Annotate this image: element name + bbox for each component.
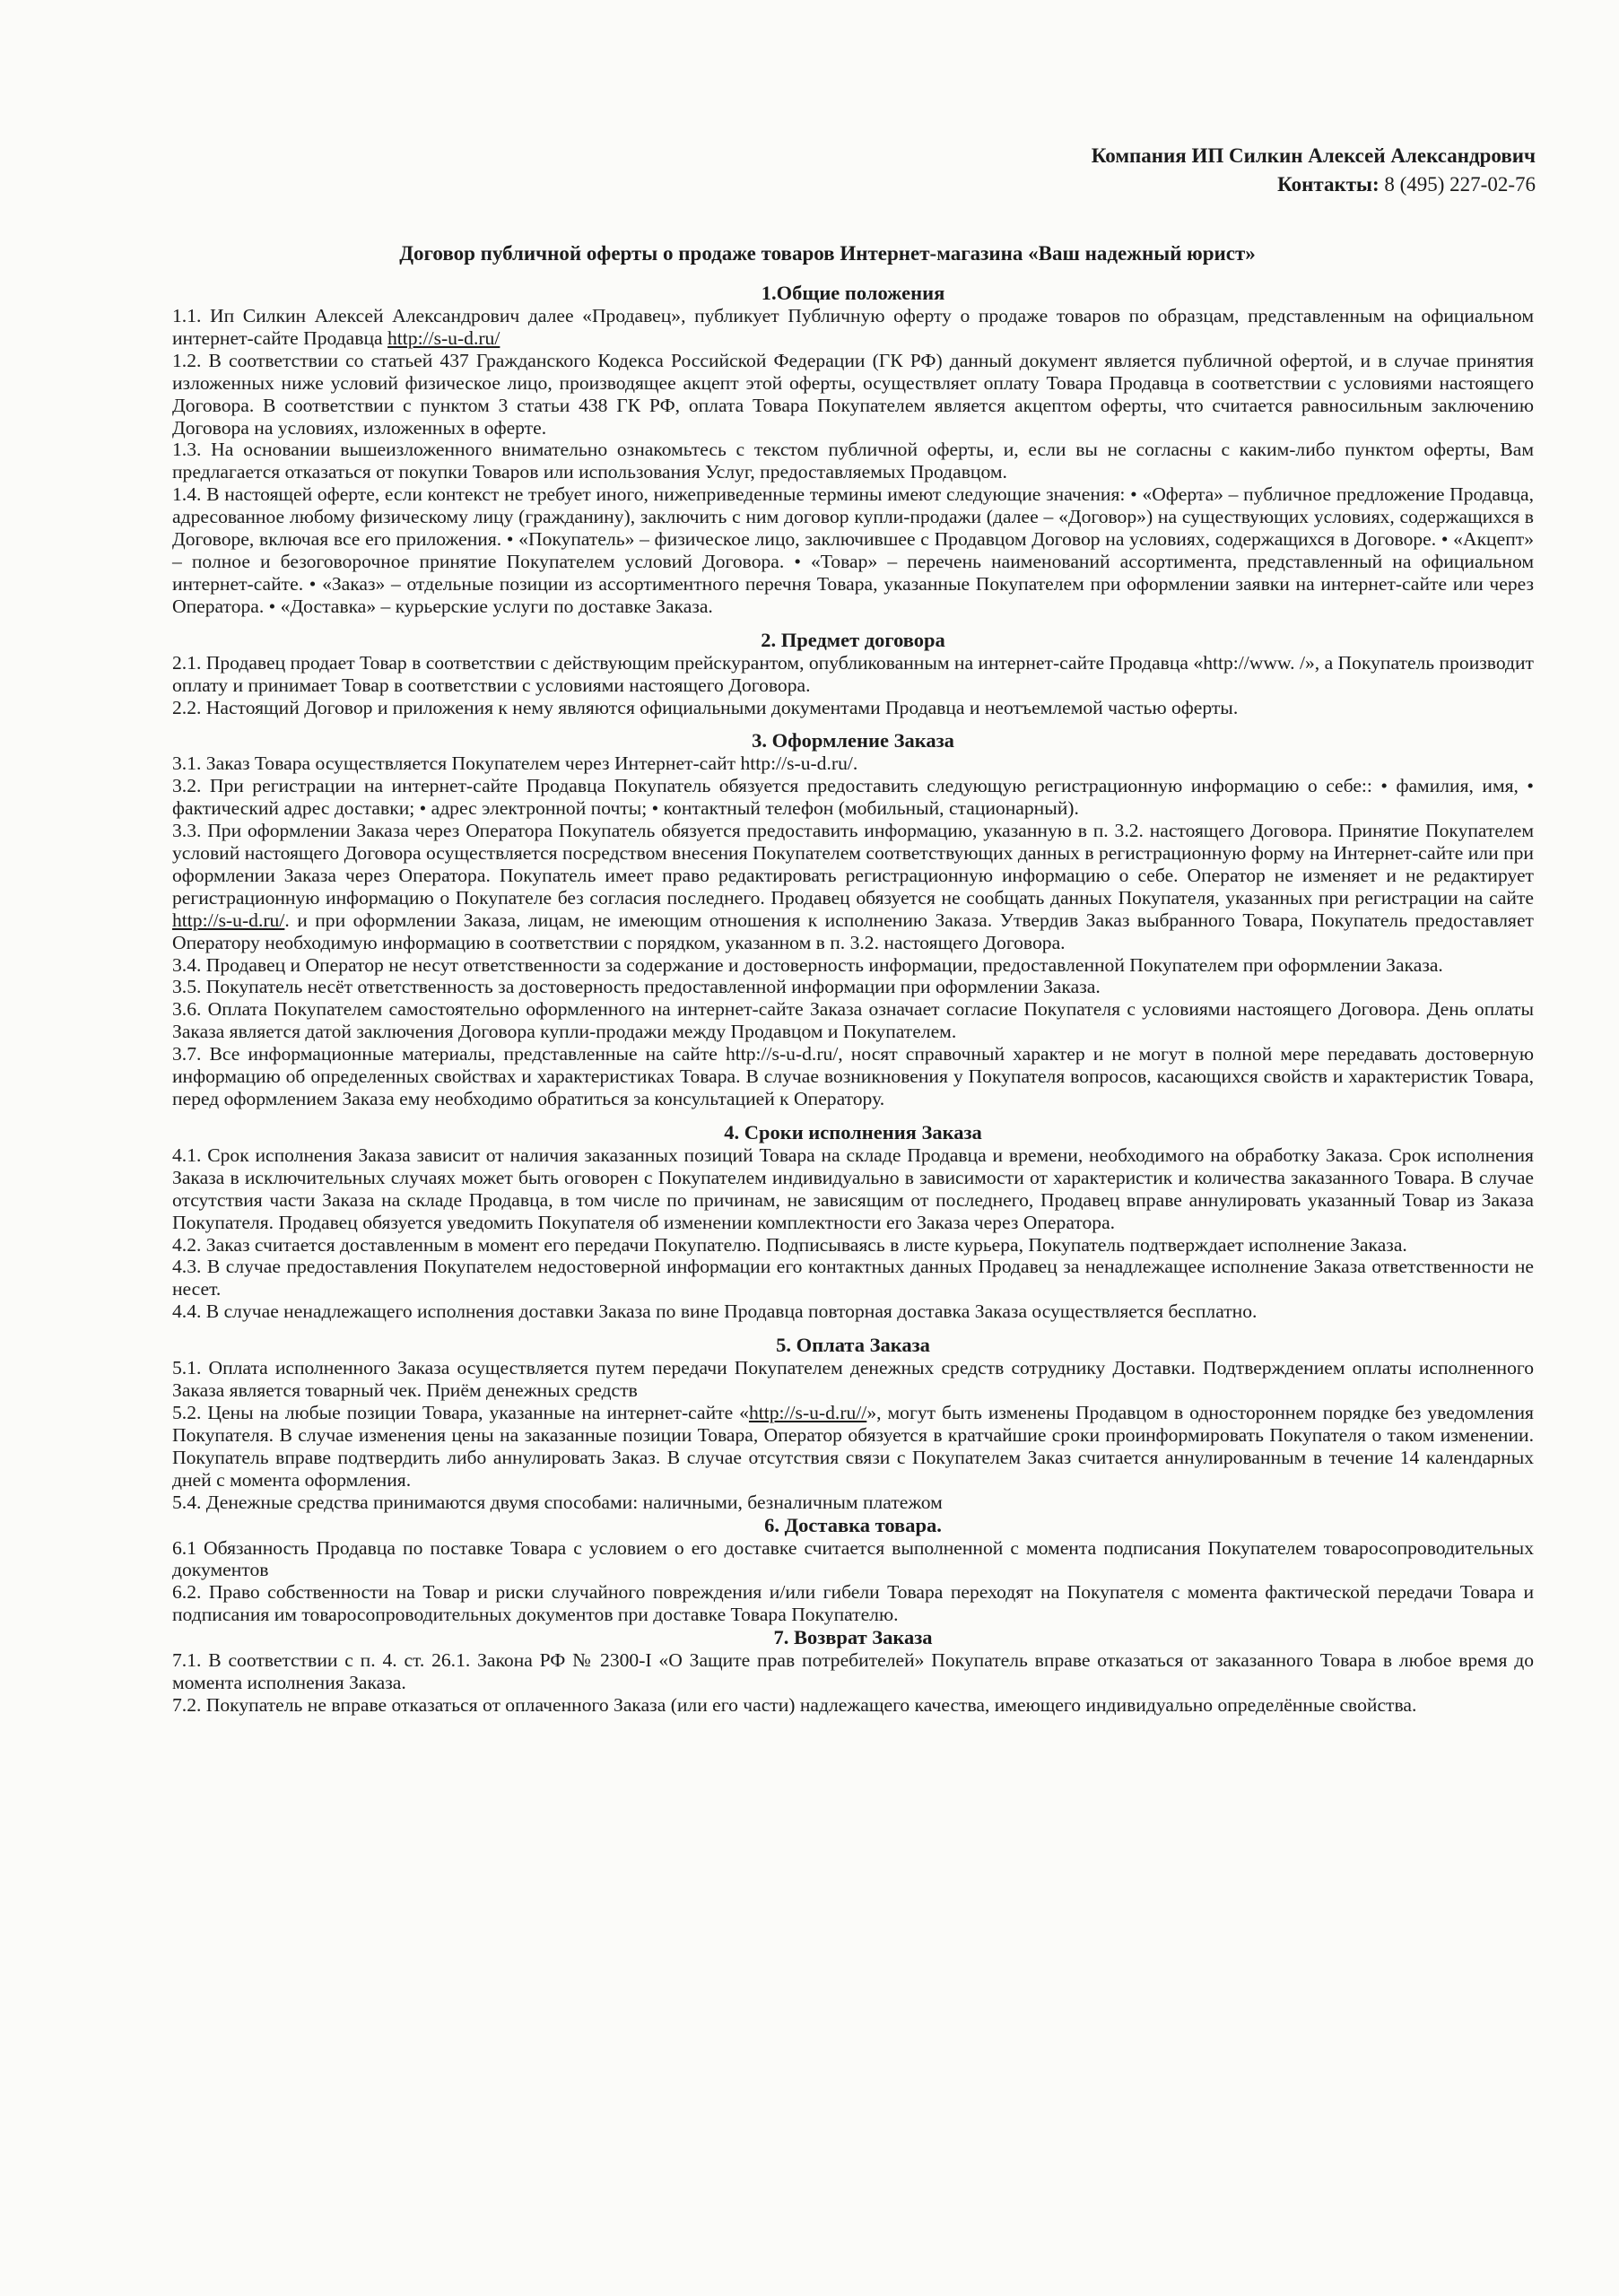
clause-3-2: 3.2. При регистрации на интернет-сайте Продавца Покупатель обязуется предоставить следующую регистрационную информацию о себе:: • фамилия, имя, • фактический адрес доставки; • адрес электронной почты; • контактный телефон (мобильный, стационарный). — [172, 775, 1534, 820]
registration-site-link[interactable]: http://s-u-d.ru/ — [172, 909, 285, 931]
clause-7-1: 7.1. В соответствии с п. 4. ст. 26.1. Закона РФ № 2300-I «О Защите прав потребителей» Покупатель вправе отказаться от заказанного Товара в любое время до момента исполнения Заказа. — [172, 1649, 1534, 1694]
section-gap — [172, 618, 1534, 629]
clause-3-4: 3.4. Продавец и Оператор не несут ответственности за содержание и достоверность информации, предоставленной Покупателем при оформлении Заказа. — [172, 953, 1443, 976]
clause-4-2: 4.2. Заказ считается доставленным в момент его передачи Покупателю. Подписываясь в листе курьера, Покупатель подтверждает исполнение Заказа. — [172, 1233, 1407, 1256]
clause-3-6: 3.6. Оплата Покупателем самостоятельно оформленного на интернет-сайте Заказа означает согласие Покупателя с условиями настоящего Договора. День оплаты Заказа является датой заключения Договора купли-продажи между Продавцом и Покупателем. — [172, 998, 1534, 1043]
clause-2-2: 2.2. Настоящий Договор и приложения к нему являются официальными документами Продавца и неотъемлемой частью оферты. — [172, 696, 1239, 718]
clause-6-2: 6.2. Право собственности на Товар и риски случайного повреждения и/или гибели Товара переходят на Покупателя с момента фактической передачи Товара и подписания им товаросопроводительных документов при доставке Товара Покупателю. — [172, 1581, 1534, 1626]
clause-4-1: 4.1. Срок исполнения Заказа зависит от наличия заказанных позиций Товара на складе Продавца и времени, необходимого на обработку Заказа. Срок исполнения Заказа в исключительных случаях может быть оговорен с Покупателем индивидуально в зависимости от характеристик и количества заказанного Товара. В случае отсутствия части Заказа на складе Продавца, в том числе по причинам, не зависящим от последнего, Продавец вправе аннулировать указанный Товар из Заказа Покупателя. Продавец обязуется уведомить Покупателя об изменении комплектности его Заказа через Оператора. — [172, 1144, 1534, 1233]
clause-1-2: 1.2. В соответствии со статьей 437 Гражданского Кодекса Российской Федерации (ГК РФ) данный документ является публичной офертой, и в случае принятия изложенных ниже условий физическое лицо, производящее акцепт этой оферты, осуществляет оплату Товара Продавца в соответствии с условиями настоящего Договора. В соответствии с пунктом 3 статьи 438 ГК РФ, оплата Товара Покупателем является акцептом оферты, что считается равносильным заключению Договора на условиях, изложенных в оферте. — [172, 349, 1534, 439]
clause-1-1 — [172, 305, 1534, 350]
section-heading-5: 5. Оплата Заказа — [776, 1334, 930, 1357]
clause-7-2: 7.2. Покупатель не вправе отказаться от оплаченного Заказа (или его части) надлежащего качества, имеющего индивидуально определённые свойства. — [172, 1693, 1417, 1716]
section-heading-2: 2. Предмет договора — [761, 628, 945, 651]
section-gap — [172, 1110, 1534, 1121]
document-title: Договор публичной оферты о продаже товаров Интернет-магазина «Ваш надежный юрист» — [399, 242, 1256, 265]
clause-3-3-text-a: 3.3. При оформлении Заказа через Оператора Покупатель обязуется предоставить информацию, указанную в п. 3.2. настоящего Договора. Принятие Покупателем условий настоящего Договора осуществляется посредством внесения Покупателем соответствующих данных в регистрационную форму на Интернет-сайте или при оформлении Заказа через Оператора. Покупатель имеет право редактировать регистрационную информацию о себе. Оператор не изменяет и не редактирует регистрационную информацию о Покупателе без согласия последнего. Продавец обязуется не сообщать данных Покупателя, указанных при регистрации на сайте — [172, 820, 1534, 909]
clause-3-3 — [172, 820, 1534, 953]
clause-4-3: 4.3. В случае предоставления Покупателем недостоверной информации его контактных данных Продавец за ненадлежащее исполнение Заказа ответственности не несет. — [172, 1256, 1534, 1300]
clause-5-2-text-a: 5.2. Цены на любые позиции Товара, указанные на интернет-сайте « — [172, 1401, 749, 1423]
section-heading-3: 3. Оформление Заказа — [752, 729, 954, 752]
clause-4-4: 4.4. В случае ненадлежащего исполнения доставки Заказа по вине Продавца повторная доставка Заказа осуществляется бесплатно. — [172, 1300, 1258, 1323]
company-name: Компания ИП Силкин Алексей Александрович — [1091, 144, 1536, 167]
clause-1-1-text: 1.1. Ип Силкин Алексей Александрович далее «Продавец», публикует Публичную оферту о продаже товаров по образцам, представленным на официальном интернет-сайте Продавца — [172, 305, 1534, 349]
clause-5-4: 5.4. Денежные средства принимаются двумя способами: наличными, безналичным платежом — [172, 1491, 943, 1513]
section-heading-1: 1.Общие положения — [761, 282, 945, 304]
clause-5-1: 5.1. Оплата исполненного Заказа осуществляется путем передачи Покупателем денежных средств сотруднику Доставки. Подтверждением оплаты исполненного Заказа является товарный чек. Приём денежных средств — [172, 1357, 1534, 1402]
document-body — [172, 282, 1534, 1717]
clause-3-3-text-b: . и при оформлении Заказа, лицам, не имеющим отношения к исполнению Заказа. Утвердив Заказ выбранного Товара, Покупатель предоставляет Оператору необходимую информацию в соответствии с порядком, указанном в п. 3.2. настоящего Договора. — [172, 909, 1534, 953]
clause-6-1: 6.1 Обязанность Продавца по поставке Товара с условием о его доставке считается выполненной с момента подписания Покупателем товаросопроводительных документов — [172, 1536, 1534, 1581]
clause-5-2 — [172, 1402, 1534, 1492]
contacts-label: Контакты: — [1277, 173, 1380, 196]
section-gap — [172, 718, 1534, 729]
clause-1-3: 1.3. На основании вышеизложенного внимательно ознакомьтесь с текстом публичной оферты, и, если вы не согласны с каким-либо пунктом оферты, Вам предлагается отказаться от покупки Товаров или использования Услуг, предоставляемых Продавцом. — [172, 439, 1534, 483]
seller-site-link[interactable]: http://s-u-d.ru/ — [387, 326, 500, 349]
section-heading-4: 4. Сроки исполнения Заказа — [724, 1120, 982, 1144]
price-site-link[interactable]: http://s-u-d.ru// — [748, 1401, 867, 1423]
contacts-line — [897, 170, 1536, 199]
clause-3-5: 3.5. Покупатель несёт ответственность за достоверность предоставленной информации при оформлении Заказа. — [172, 976, 1101, 998]
company-header — [897, 142, 1536, 199]
clause-3-1: 3.1. Заказ Товара осуществляется Покупателем через Интернет-сайт http://s-u-d.ru/. — [172, 752, 858, 775]
contacts-phone: 8 (495) 227-02-76 — [1384, 173, 1536, 196]
clause-5-2-text-b: », могут быть изменены Продавцом в одностороннем порядке без уведомления Покупателя. В случае изменения цены на заказанные позиции Товара, Оператор обязуется в кратчайшие сроки проинформировать Покупателя о таком изменении. Покупатель вправе подтвердить либо аннулировать Заказ. В случае отсутствия связи с Покупателем Заказ считается аннулированным в течение 14 календарных дней с момента оформления. — [172, 1401, 1534, 1491]
clause-2-1: 2.1. Продавец продает Товар в соответствии с действующим прейскурантом, опубликованным на интернет-сайте Продавца «http://www. /», а Покупатель производит оплату и принимает Товар в соответствии с условиями настоящего Договора. — [172, 651, 1534, 696]
clause-1-4: 1.4. В настоящей оферте, если контекст не требует иного, нижеприведенные термины имеют следующие значения: • «Оферта» – публичное предложение Продавца, адресованное любому физическому лицу (гражданину), заключить с ним договор купли-продажи (далее – «Договор») на существующих условиях, содержащихся в Договоре, включая все его приложения. • «Покупатель» – физическое лицо, заключившее с Продавцом Договор на условиях, содержащихся в Договоре. • «Акцепт» – полное и безоговорочное принятие Покупателем условий Договора. • «Товар» – перечень наименований ассортимента, представленный на официальном интернет-сайте. • «Заказ» – отдельные позиции из ассортиментного перечня Товара, указанные Покупателем при оформлении заявки на интернет-сайте или через Оператора. • «Доставка» – курьерские услуги по доставке Заказа. — [172, 483, 1534, 617]
section-gap — [172, 1323, 1534, 1334]
section-heading-6: 6. Доставка товара. — [764, 1513, 942, 1536]
section-heading-7: 7. Возврат Заказа — [773, 1626, 933, 1649]
clause-3-7: 3.7. Все информационные материалы, представленные на сайте http://s-u-d.ru/, носят справочный характер и не могут в полной мере передавать достоверную информацию об определенных свойствах и характеристиках Товара. В случае возникновения у Покупателя вопросов, касающихся свойств и характеристик Товара, перед оформлением Заказа ему необходимо обратиться за консультацией к Оператору. — [172, 1043, 1534, 1109]
